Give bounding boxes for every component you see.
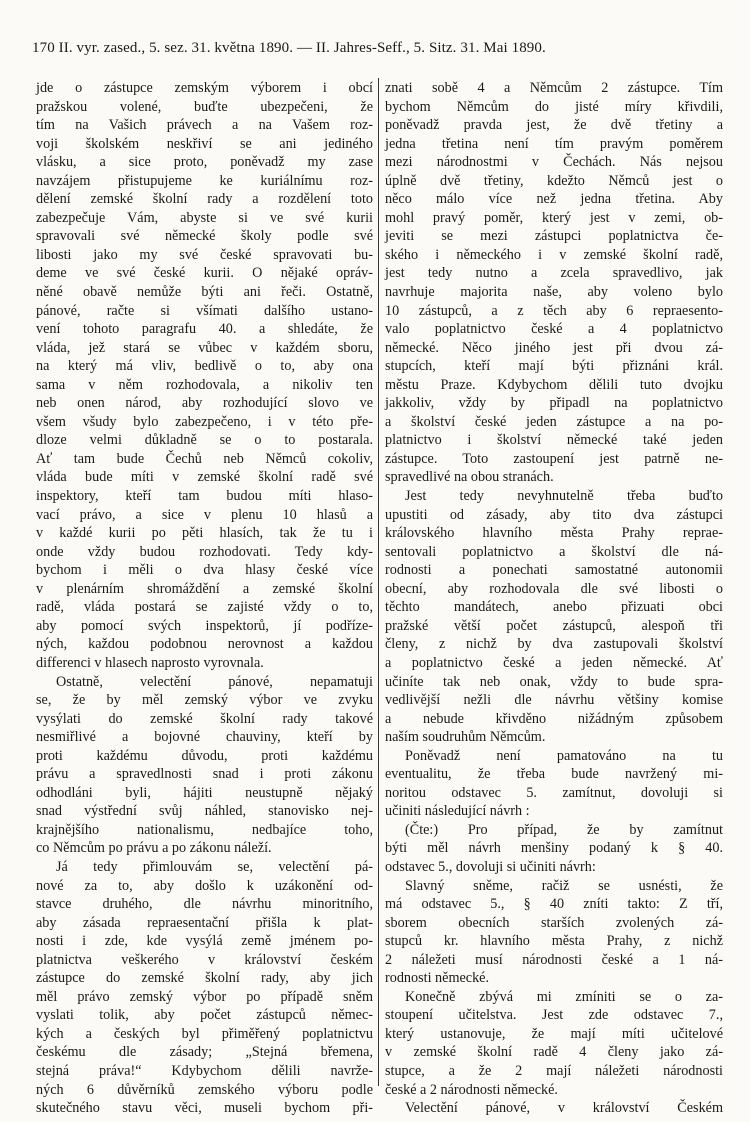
text-line: nesmiřlivé a bojovné chauviny, kteří by	[36, 729, 373, 746]
text-line: inspektory, kteří tam budou míti hlaso-	[36, 488, 373, 505]
text-line: ných 6 důvěrníků zemského výboru podle	[36, 1081, 373, 1098]
text-line: zabezpečuje Vám, abyste si ve své kurii	[36, 209, 373, 226]
text-line: na který má vliv, bedlivě o to, aby ona	[36, 358, 373, 375]
text-line: navzájem přistupujeme ke kuriálnímu roz-	[36, 172, 373, 189]
text-line: onde vždy budou rozhodovati. Tedy kdy-	[36, 543, 373, 560]
text-line: znati sobě 4 a Němcům 2 zástupce. Tím	[385, 80, 723, 96]
text-line: proti každému důvodu, proti každému	[36, 747, 373, 764]
text-line: kých a českých byl přiměřený poplatnictvu	[36, 1025, 373, 1042]
text-line: stoupení učitelstva. Jest zde odstavec 7.,	[385, 1007, 723, 1024]
column-divider	[378, 78, 379, 1086]
text-line: bychom Němcům do jisté míry křivdili,	[385, 98, 723, 115]
text-line: 2 náležeti musí národnosti české a 1 ná-	[385, 951, 723, 968]
text-line: českému dle zásady; „Stejná břemena,	[36, 1044, 373, 1061]
text-line: sborem obecních starších zvolených zá-	[385, 914, 723, 931]
text-line: v každé kurii po pěti hlasích, tak že tu i	[36, 525, 373, 542]
text-line: dělení zemské školní rady a rozdělení toto	[36, 191, 373, 208]
text-line: Konečně zbývá mi zmíniti se o za-	[405, 988, 723, 1005]
text-line: vedlivější nežli dle návrhu většiny komise	[385, 692, 723, 709]
left-column	[36, 79, 373, 1118]
text-line: nové za to, aby došlo k uzákonění od-	[36, 877, 373, 894]
text-line: stupce, a že 2 mají náležeti národnosti	[385, 1062, 723, 1079]
text-line: sama v něm rozhodovala, a nikoliv ten	[36, 376, 373, 393]
text-line: mezi národnostmi v Čechách. Nás nejsou	[385, 154, 723, 171]
text-line: učiniti následující návrh :	[385, 803, 530, 820]
text-line: pražské větší počet zástupců, alespoň tři	[385, 617, 723, 634]
text-line: eventualitu, že třeba bude navržený mi-	[385, 766, 723, 783]
text-line: stupcích, kteří mají býti přiznáni král.	[385, 358, 723, 375]
text-line: a poplatnictvo české a jeden německé. Ať	[385, 654, 723, 671]
text-line: vyslati tolik, aby počet zástupců němec-	[36, 1007, 373, 1024]
text-line: aby pomocí svých inspektorů, jí podříze-	[36, 617, 373, 634]
text-line: obecní, aby rozhodovala dle své libosti o	[385, 580, 723, 597]
text-line: spravedlivé na obou stranách.	[385, 469, 554, 486]
text-line: sentovali poplatnictvo a školství dle ná-	[385, 543, 723, 560]
text-line: všem všudy bylo zabezpečeno, i v této pře-	[36, 413, 373, 430]
text-line: ského i německého i v zemské školní radě,	[385, 246, 723, 263]
text-line: Já tedy přimlouvám se, velectění pá-	[56, 858, 373, 875]
text-line: se, že by měl zemský výbor ve zvyku	[36, 692, 373, 709]
text-line: pražskou volené, buďte ubezpečeni, že	[36, 98, 373, 115]
text-line: jakkoliv, vždy by připadl na poplatnictvo	[385, 395, 723, 412]
text-line: německé. Něco jiného jest při dvou zá-	[385, 339, 723, 356]
text-line: v zemské školní radě 4 členy jako zá-	[385, 1044, 723, 1061]
text-line: úplně dvě třetiny, kdežto Němců jest o	[385, 172, 723, 189]
text-line: spravovali své německé školy podle své	[36, 228, 373, 245]
text-line: deme ve své české kurii. O nějaké opráv-	[36, 265, 373, 282]
text-line: 10 zástupců, a z těch aby 6 repraesento-	[385, 302, 723, 319]
text-line: platnictva veškerého v království českém	[36, 951, 373, 968]
text-line: platnictvo i školství německé také jeden	[385, 432, 723, 449]
text-line: libosti jako my své české spravovati bu-	[36, 246, 373, 263]
text-line: navrhuje majorita naše, aby voleno bylo	[385, 284, 723, 301]
text-line: neb onen národ, aby rozhodující slovo ve	[36, 395, 373, 412]
text-line: Ostatně, velectění pánové, nepamatuji	[56, 673, 373, 690]
text-line: členy, z nichž by dva zastupovali školství	[385, 636, 723, 653]
text-line: Velectění pánové, v království Českém	[405, 1100, 723, 1117]
text-line: rodnosti německé.	[385, 970, 490, 987]
text-line: tím na Vašich právech a na Vašem roz-	[36, 117, 373, 134]
text-line: býti měl návrh menšiny podaný k § 40.	[385, 840, 723, 857]
text-line: právu a spravedlnosti snad i proti zákonu	[36, 766, 373, 783]
text-line: stupců kr. hlavního města Prahy, z nichž	[385, 933, 723, 950]
text-line: mohl pravý poměr, který jest v zemi, ob-	[385, 209, 723, 226]
text-line: poněvadž pravda jest, že dvě třetiny a	[385, 117, 723, 134]
page-header: 170 II. vyr. zased., 5. sez. 31. května 1890. — II. Jahres-Seff., 5. Sitz. 31. Mai 1890.	[32, 40, 546, 56]
text-line: má odstavec 5., § 40 zníti takto: Z tří,	[385, 896, 723, 913]
text-line: dloze velmi důkladně se o to postarala.	[36, 432, 373, 449]
text-line: noritou odstavec 5. zamítnut, dovoluji si	[385, 784, 723, 801]
text-line: vací právo, a sice v plenu 10 hlasů a	[36, 506, 373, 523]
text-line: odstavec 5., dovoluji si učiniti návrh:	[385, 858, 596, 875]
text-line: nosti i zde, kde vysýlá země jménem po-	[36, 933, 373, 950]
text-line: skutečného stavu věci, museli bychom při-	[36, 1100, 373, 1117]
text-line: vení tohoto paragrafu 40. a shledáte, že	[36, 321, 373, 338]
text-line: jeviti se mezi zástupci poplatnictva če-	[385, 228, 723, 245]
text-line: vysýlati do zemské školní rady takové	[36, 710, 373, 727]
text-line: zástupce. Toto zastoupení jest patrně ne-	[385, 450, 723, 467]
text-line: jest tedy nutno a zcela spravedlivo, jak	[385, 265, 723, 282]
text-line: Jest tedy nevyhnutelně třeba buďto	[405, 488, 723, 505]
text-line: pánové, račte si všímati dalšího ustano-	[36, 302, 373, 319]
text-line: snad výstřední svůj náhled, stanovisko nej-	[36, 803, 373, 820]
text-line: městu Praze. Kdybychom dělili tuto dvojku	[385, 376, 723, 393]
text-line: (Čte:) Pro případ, že by zamítnut	[405, 821, 723, 838]
text-line: české a 2 národnosti německé.	[385, 1081, 558, 1098]
text-line: vlásku, a sice proto, poněvadž my zase	[36, 154, 373, 171]
text-line: učiníte tak neb onak, vždy to bude spra-	[385, 673, 723, 690]
text-line: těchto mandátech, anebo přizuati obci	[385, 599, 723, 616]
text-line: zástupce do zemské školní rady, aby jich	[36, 970, 373, 987]
text-line: Ať tam bude Čechů neb Němců cokoliv,	[36, 450, 373, 467]
text-line: rodnosti a ponechati samostatné autonomii	[385, 562, 723, 579]
text-line: bychom i měli o dva hlasy české více	[36, 562, 373, 579]
text-line: a nebude křivděno nižádným způsobem	[385, 710, 723, 727]
text-line: naším soudruhům Němcům.	[385, 729, 546, 746]
text-line: něné obavě nemůže býti ani řeči. Ostatně,	[36, 284, 373, 301]
text-line: stavce druhého, dle návrhu minoritního,	[36, 896, 373, 913]
text-line: něco málo více než jedna třetina. Aby	[385, 191, 723, 208]
text-line: vláda bude míti v zemské školní radě své	[36, 469, 373, 486]
text-line: Poněvadž není pamatováno na tu	[405, 747, 723, 764]
text-line: co Němcům po právu a po zákonu náleží.	[36, 840, 272, 857]
text-line: aby zásada repraesentační přišla k plat-	[36, 914, 373, 931]
text-line: differenci v hlasech naprosto vyrovnala.	[36, 654, 264, 671]
text-line: a školství české jeden zástupce a na po-	[385, 413, 723, 430]
text-line: stejná práva!“ Kdybychom dělili navrže-	[36, 1062, 373, 1079]
text-line: v plenárním shromáždění a zemské školní	[36, 580, 373, 597]
text-line: měl právo zemský výbor po případě sněm	[36, 988, 373, 1005]
text-line: jde o zástupce zemským výborem i obcí	[36, 80, 373, 96]
text-line: královského hlavního města Prahy reprae-	[385, 525, 723, 542]
text-line: odhodláni byli, hájiti neustupně nějaký	[36, 784, 373, 801]
text-line: radě, vláda postará se zajisté vždy o to,	[36, 599, 373, 616]
text-line: vláda, jež stará se vůbec v každém sboru,	[36, 339, 373, 356]
text-line: upustiti od zásady, aby tito dva zástupci	[385, 506, 723, 523]
text-line: krajnějšího nationalismu, nedbajíce toho,	[36, 821, 373, 838]
text-line: voji školském neskřiví se ani jediného	[36, 135, 373, 152]
text-line: jedna třetina není tím pravým poměrem	[385, 135, 723, 152]
text-line: který ustanovuje, že mají míti učitelové	[385, 1025, 723, 1042]
text-line: Slavný sněme, račiž se usnésti, že	[405, 877, 723, 894]
text-line: ných, každou podobnou nerovnost a každou	[36, 636, 373, 653]
right-column	[385, 79, 723, 1118]
text-line: valo poplatnictvo české a 4 poplatnictvo	[385, 321, 723, 338]
